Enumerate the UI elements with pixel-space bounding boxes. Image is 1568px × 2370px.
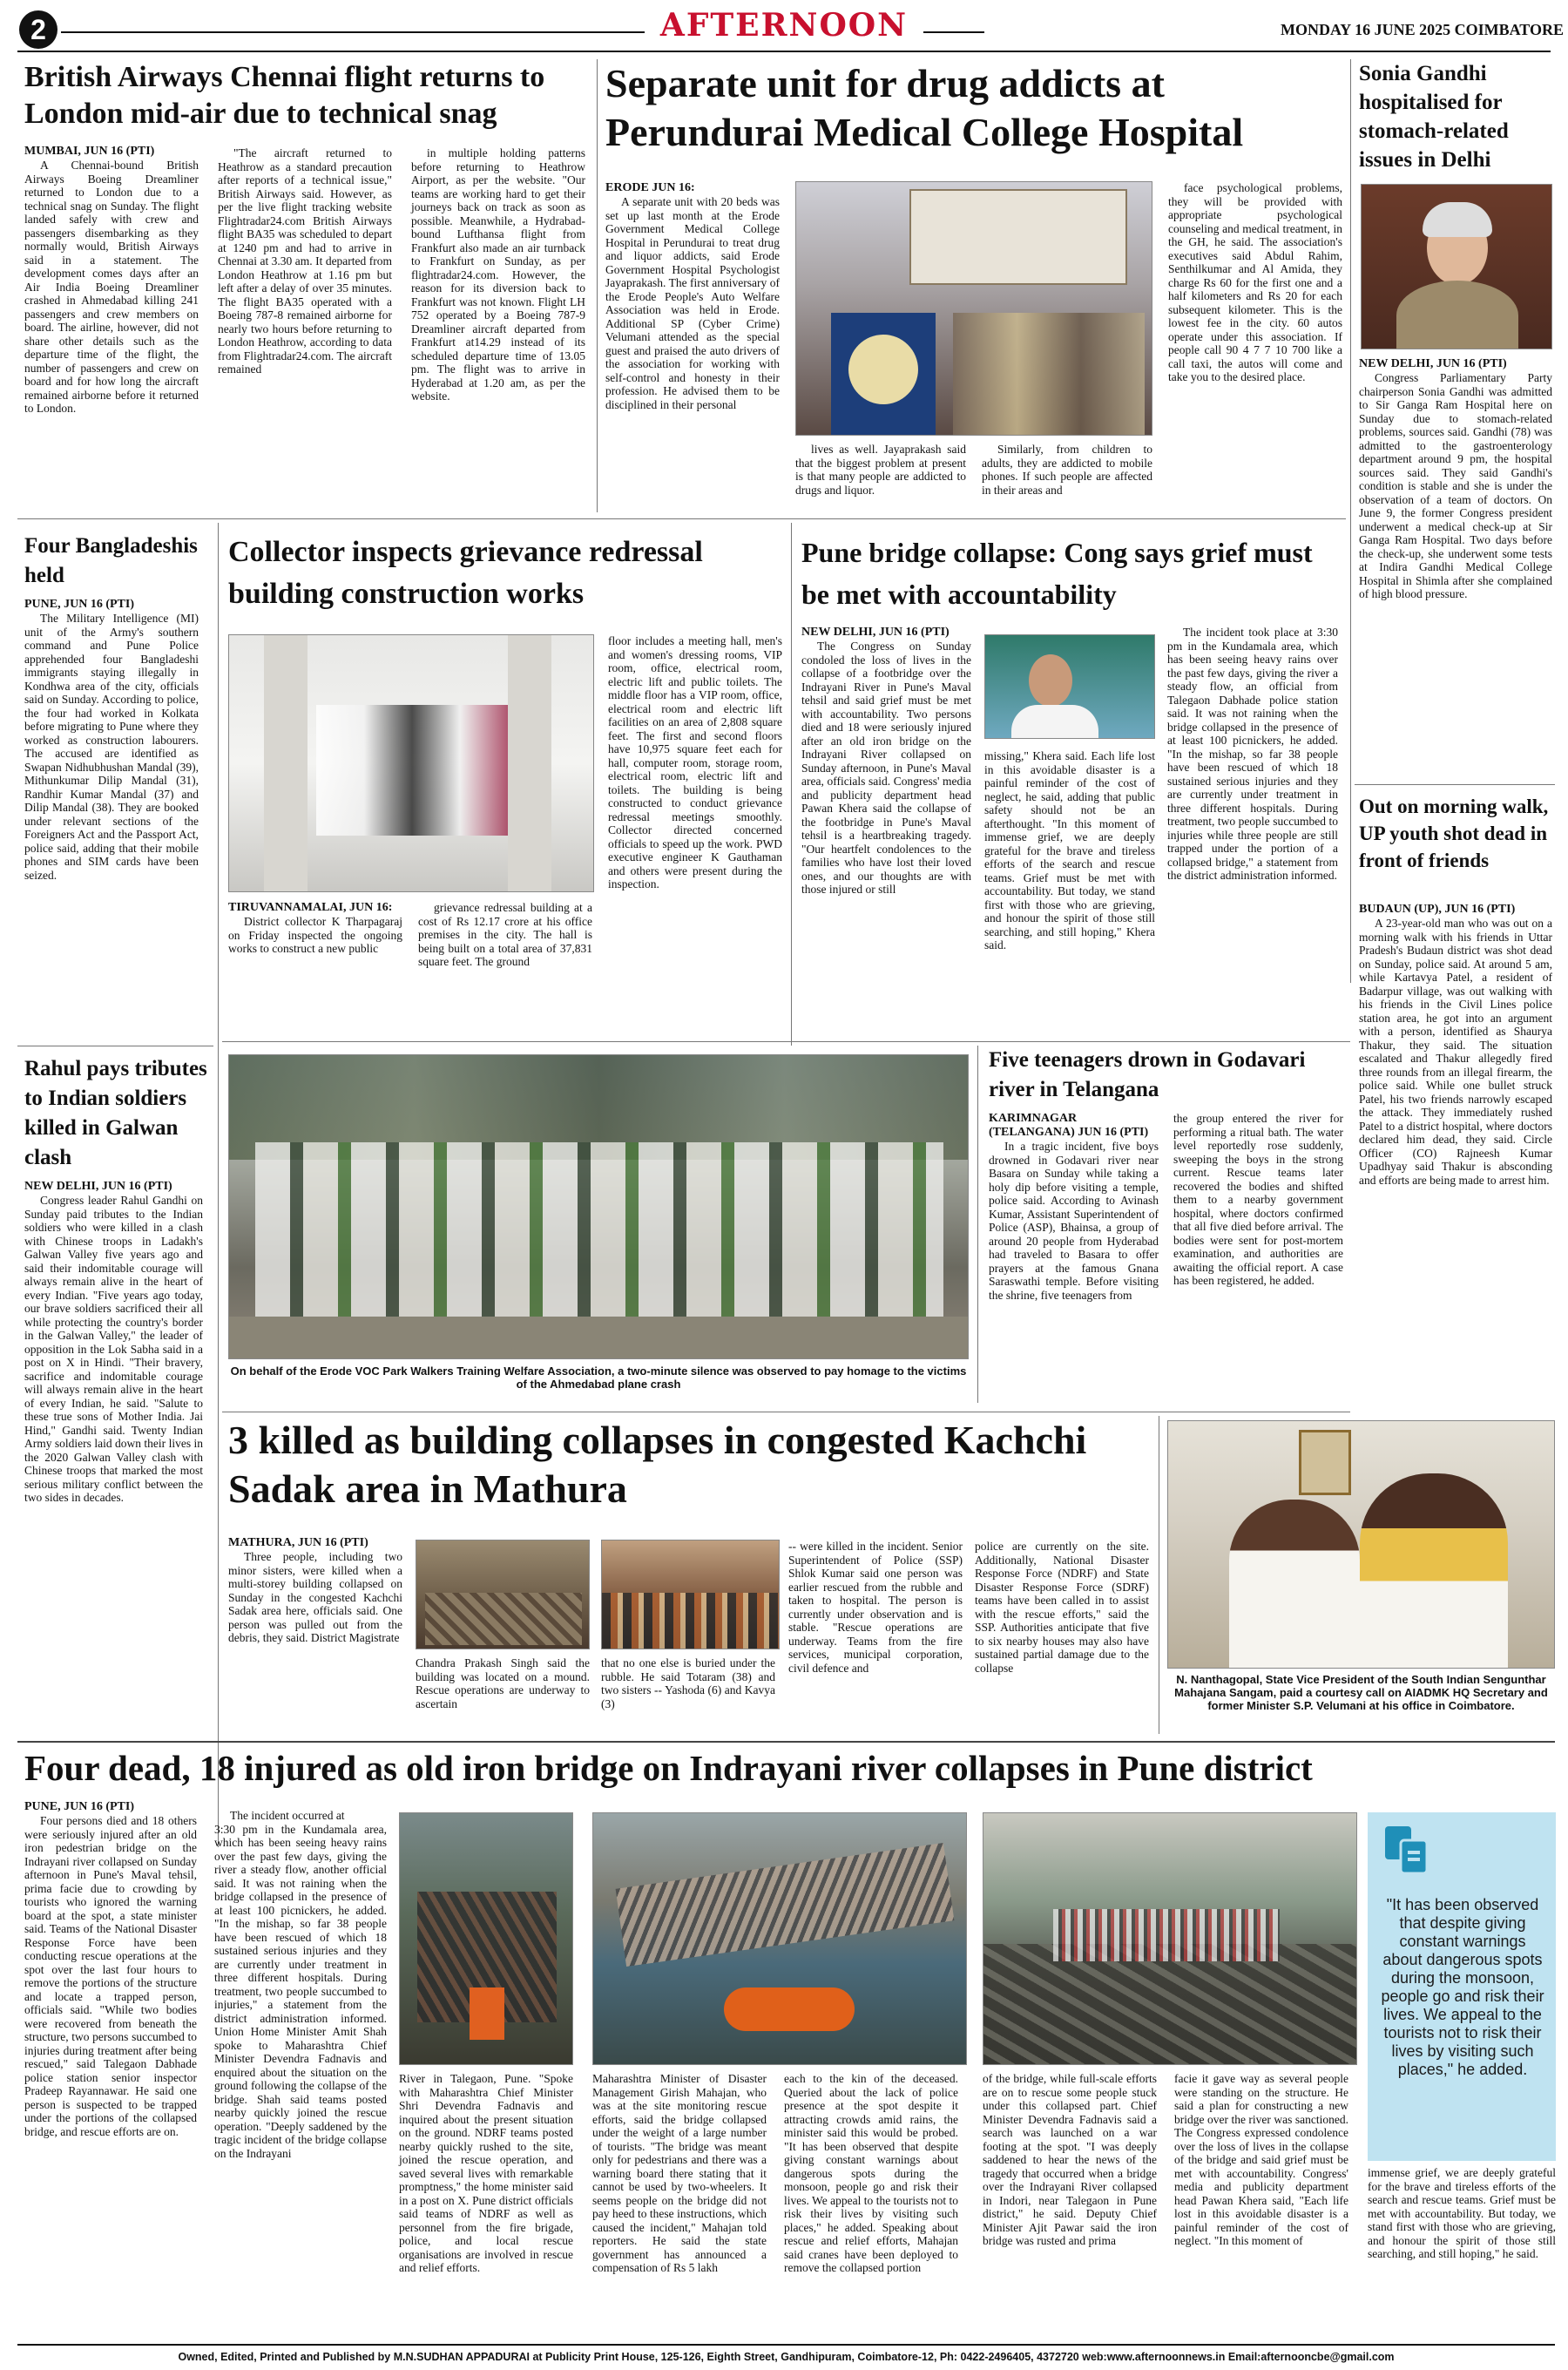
walkers-caption: On behalf of the Erode VOC Park Walkers Training Welfare Association, a two-minute silence was observed to pay homage to the victims of the Ahmedabad plane crash bbox=[230, 1364, 967, 1391]
drug-below2: Similarly, from children to adults, they are addicted to mobile phones. If such people are affected in their areas and bbox=[982, 443, 1152, 497]
divider bbox=[222, 1041, 1350, 1042]
rahul-article bbox=[24, 1054, 207, 1769]
collector-photo bbox=[228, 634, 594, 892]
portrait-frame-shape bbox=[1299, 1430, 1351, 1495]
indrayani-col2: 3:30 pm in the Kundamala area, which has been seeing heavy rains over the past few days, giving the river a steady flow, another official said. It was not raining when the bridge collapsed in the presence of at least 100 picnickers, he added. "In the mishap, so far 38 people have been rescued of which 18 sustained serious injuries and they are currently under treatment in three different hospitals. During treatment, two people succumbed to injuries," a statement from the district administration informed. Union Home Minister Amit Shah spoke to Maharashtra Chief Minister Devendra Fadnavis and enquired about the situation on the ground following the collapse of the bridge. Shah said teams posted nearby quickly joined the rescue operation. "Deeply saddened by the tragic incident of the bridge collapse on the Indrayani bbox=[214, 1822, 387, 2160]
divider bbox=[218, 523, 219, 1847]
sonia-body: Congress Parliamentary Party chairperson Sonia Gandhi was admitted to Sir Ganga Ram Hospital here on Sunday due to stomach-related problems, sources said. Gandhi (78) was admitted to the gastroenterology department around 9 pm, the hospital sources said. They said Gandhi's condition is stable and she is under the observation of a team of doctors. On June 9, the former Congress president underwent a medical check-up at Sir Ganga Ram Hospital. Two days before the check-up, she underwent some tests at Indira Gandhi Medical College Hospital in Shimla after she complained of high blood pressure. bbox=[1359, 371, 1552, 600]
mathura-photo-2 bbox=[601, 1540, 780, 1649]
footer-imprint: Owned, Edited, Printed and Published by M.N.SUDHAN APPADURAI at Publicity Print House, 125-126, Eighth Street, Gandhipuram, Coimbatore-12, Ph: 0422-2496405, 4372720 web:www.afternoonnews.in Email:afternooncbe@gmail.com bbox=[178, 2351, 1395, 2363]
bangla-headline: Four Bangladeshis held bbox=[24, 534, 198, 587]
divider bbox=[597, 59, 598, 512]
bangla-body: The Military Intelligence (MI) unit of the Army's southern command and Pune Police apprehended four Bangladeshi immigrants staying illegally in Kondhwa area of the city, officials said on Sunday. According to police, the four had worked in Kolkata before migrating to Pune where they worked as construction labourers. The accused are identified as Swapan Nidhubhushan Mandal (39), Mithunkumar Dilip Mandal (31), Randhir Kumar Mandal (37) and Dilip Mandal (38). They are booked under relevant sections of the Foreigners Act and the Passport Act, police said, adding that their mobile phones and SIM cards have been seized. bbox=[24, 612, 199, 882]
collapsed-bridge-shape bbox=[616, 1843, 955, 1967]
pune-grief-col1: The Congress on Sunday condoled the loss of lives in the collapse of a footbridge over the Indrayani River in Pune's Maval tehsil and said grief must be met with accountability. Two persons died and 18 were seriously injured after an old iron bridge on the Indrayani River collapsed on Sunday afternoon, in Pune's Maval area, officials said. Congress' media and publicity department head Pawan Khera said the collapse of the footbridge in Pune's Maval tehsil is a heartbreaking tragedy. "Our heartfelt condolences to the families who have lost their loved ones, and our thoughts are with those injured or still bbox=[801, 640, 971, 896]
drug-below1: lives as well. Jayaprakash said that the biggest problem at present is that many people are addicted to drugs and liquor. bbox=[795, 443, 966, 497]
people-row-shape bbox=[255, 1142, 943, 1317]
banner-shape bbox=[909, 189, 1127, 285]
pune-grief-headline: Pune bridge collapse: Cong says grief must be met with accountability bbox=[801, 537, 1313, 610]
collector-headline: Collector inspects grievance redressal building construction works bbox=[228, 536, 703, 610]
page-number: 2 bbox=[30, 14, 46, 45]
drug-headline: Separate unit for drug addicts at Perundurai Medical College Hospital bbox=[605, 61, 1244, 154]
footer-rule bbox=[17, 2344, 1555, 2346]
person-left-shape bbox=[1229, 1500, 1360, 1669]
quote-text: "It has been observed that despite giving constant warnings about dangerous spots during the monsoon, people go and risk their lives. We appeal to the tourists not to risk their lives by visiting such places," he added. bbox=[1381, 1896, 1544, 2078]
mathura-photo-1 bbox=[416, 1540, 590, 1649]
mathura-col3: that no one else is buried under the rubble. He said Totaram (38) and two sisters -- Yashoda (6) and Kavya (3) bbox=[601, 1656, 775, 1710]
person-right-shape bbox=[1360, 1473, 1508, 1669]
mathura-col2: Chandra Prakash Singh said the building was located on a mound. Rescue operations are underway to ascertain bbox=[416, 1656, 590, 1710]
mathura-dateline: MATHURA, JUN 16 (PTI) bbox=[228, 1536, 368, 1549]
crowd-shape bbox=[1053, 1909, 1280, 1961]
badaun-body: A 23-year-old man who was out on a morning walk with his friends in Uttar Pradesh's Budaun district was shot dead on Sunday, police said. At around 5 am, while Kartavya Patel, a resident of Badarpur village, was out walking with his friends in the Civil Lines police station area, he got into an argument with a person, identified as Shaurya Thakur, they said. The situation escalated and Thakur allegedly fired three rounds from an illegal firearm, the police said. While one bullet struck Patel, his two friends narrowly escaped the attack. They immediately rushed Patel to a district hospital, where doctors declared him dead, they said. Circle Officer (CO) Rajneesh Kumar Upadhyay said Thakur is absconding and efforts are being made to arrest him. bbox=[1359, 917, 1552, 1187]
drug-article bbox=[605, 59, 1346, 512]
drug-event-photo bbox=[795, 181, 1152, 436]
mathura-col5: police are currently on the site. Additionally, National Disaster Response Force (NDRF) and State Disaster Response Force (SDRF) teams have been called in to assist with the rescue efforts," said the SSP. Authorities anticipate that five to six nearby houses may also have sustained partial damage due to the collapse bbox=[975, 1540, 1149, 1675]
mathura-col1: Three people, including two minor sisters, were killed when a multi-storey building collapsed on Sunday in the congested Kachchi Sadak area here, officials said. One person was pulled out from the debris, they said. District Magistrate bbox=[228, 1550, 402, 1644]
divider bbox=[17, 518, 1346, 519]
drug-col1: A separate unit with 20 beds was set up last month at the Erode Government Medical College Hospital in Perundurai to treat drug and liquor addicts, said Erode Government Hospital Psychologist Jayaprakash. The first anniversary of the Erode People's Auto Welfare Association was held in Erode. Additional SP (Cyber Crime) Velumani attended as the special guest and praised the auto drivers of the association for working with self-control and honesty in their profession. He advised them to be disciplined in their personal bbox=[605, 195, 780, 411]
walkers-photo bbox=[228, 1054, 969, 1359]
sonia-headline: Sonia Gandhi hospitalised for stomach-related issues in Delhi bbox=[1359, 62, 1509, 172]
collector-article bbox=[228, 532, 786, 993]
mathura-col4: -- were killed in the incident. Senior Superintendent of Police (SSP) Shlok Kumar said one person was earlier rescued from the rubble and taken to hospital. The person is currently under observation and is stable. "Rescue operations are underway. Teams from the fire services, municipal corporation, civil defence and bbox=[788, 1540, 963, 1675]
badaun-article bbox=[1359, 793, 1555, 1403]
pune-grief-dateline: NEW DELHI, JUN 16 (PTI) bbox=[801, 626, 950, 639]
divider bbox=[977, 1046, 978, 1403]
rahul-body: Congress leader Rahul Gandhi on Sunday paid tributes to the Indian soldiers who were killed in a clash with Chinese troops in Ladakh's Galwan Valley five years ago and said their indomitable courage will always remain alive in the heart of every Indian. "Five years ago today, our brave soldiers sacrificed their all while protecting the country's border in the Galwan Valley," the leader of opposition in the Lok Sabha said in a post on X in Hindi. "Their bravery, sacrifice and indomitable courage will always remain alive in the heart of every Indian, he said. "Salute to these true sons of Mother India. Jai Hind," Gandhi said. Twenty Indian Army soldiers laid down their lives in the 2020 Galwan Valley clash with Chinese troops that marked the most serious military conflict between the two sides in decades. bbox=[24, 1194, 203, 1504]
rescuer-shape bbox=[470, 1987, 504, 2040]
collector-col2: grievance redressal building at a cost of Rs 12.17 crore at his office premises in the city. The hall is being built on a total area of 37,831 square feet. The ground bbox=[418, 901, 592, 968]
shirt-shape bbox=[1011, 705, 1098, 739]
masthead-date: MONDAY 16 JUNE 2025 COIMBATORE bbox=[1280, 21, 1564, 38]
indrayani-col6: of the bridge, while full-scale efforts are on to rescue some people stuck under this collapsed part. Chief Minister Devendra Fadnavis said a search was launched on a war footing at the spot. "I was deeply saddened to hear the news of the tragedy that occurred when a bridge over the Indrayani River collapsed in Indori, near Talegaon in Pune district," he said. Deputy Chief Minister Ajit Pawar said the iron bridge was rusted and prima bbox=[983, 2072, 1157, 2247]
pune-grief-article bbox=[801, 532, 1346, 993]
indrayani-dateline: PUNE, JUN 16 (PTI) bbox=[24, 1800, 134, 1813]
collector-col3: floor includes a meeting hall, men's and women's dressing rooms, VIP room, office, electrical room, electric lift and public toilets. The middle floor has a VIP room, office, electrical room and electric lift facilities on an area of 2,808 square feet. The first and second floors have 10,975 square feet each for hall, computer room, storage room, electrical room, electric lift and toilets. The building is being constructed to conduct grievance redressal meetings smoothly. Collector directed concerned officials to speed up the work. PWD executive engineer K Gauthaman and others were present during the inspection. bbox=[608, 634, 782, 890]
british-col3: in multiple holding patterns before returning to Heathrow Airport, as per the website. "Our teams are working hard to get their journeys back on track as soon as possible. Meanwhile, a Hydrabad-bound Lufthansa flight from Frankfurt also made an air turnback to Frankfurt on Sunday, as per flightradar24.com. However, the reason for its diversion back to Frankfurt was not known. Flight LH 752 operated by a Boeing 787-9 Dreamliner aircraft departed from Frankfurt at14.29 instead of its scheduled departure time of 13.05 pm. The flight was to arrive in Hyderabad at 1.20 am, as per the website. bbox=[411, 146, 585, 403]
british-col1: A Chennai-bound British Airways Boeing Dreamliner returned to London due to a technical snag on Sunday. The flight landed safely with crew and passengers disembarking as they normally would, British Airways said in a statement. The development comes days after an Air India Boeing Dreamliner crashed in Ahmedabad killing 241 passengers and crew members on board. The airline, however, did not share other details such as the departure time of the flight, the number of passengers and crew on board and for how long the aircraft remained airborne before it returned to London. bbox=[24, 159, 199, 415]
indrayani-col4: Maharashtra Minister of Disaster Management Girish Mahajan, who was at the site monitoring rescue efforts, said the bridge collapsed under the weight of a large number of tourists. "The bridge was meant only for pedestrians and there was a warning board there stating that it cannot be used by two-wheelers. It seems people on the bridge did not pay heed to these instructions, which caused the incident," Mahajan told reporters. He said the state government has announced a compensation of Rs 5 lakh bbox=[592, 2072, 767, 2274]
badaun-headline: Out on morning walk, UP youth shot dead in front of friends bbox=[1359, 796, 1549, 871]
rahul-headline: Rahul pays tributes to Indian soldiers killed in Galwan clash bbox=[24, 1057, 207, 1169]
nanthagopal-caption: N. Nanthagopal, State Vice President of the South Indian Sengunthar Mahajana Sangam, paid a courtesy call on AIADMK HQ Secretary and former Minister S.P. Velumani at his office in Coimbatore. bbox=[1174, 1673, 1548, 1712]
godavari-col2: the group entered the river for performing a ritual bath. The water level reportedly rose suddenly, sweeping the boys in the strong current. Rescue teams later recovered the bodies and shifted them to a nearby government hospital, where doctors confirmed that all five died before arrival. The bodies were sent for post-mortem examination, and authorities are awaiting the official report. A case has been registered, he added. bbox=[1173, 1112, 1343, 1287]
indrayani-article bbox=[24, 1746, 1558, 2339]
collector-dateline: TIRUVANNAMALAI, JUN 16: bbox=[228, 901, 393, 914]
rahul-dateline: NEW DELHI, JUN 16 (PTI) bbox=[24, 1180, 172, 1193]
godavari-dateline: KARIMNAGAR (TELANGANA) JUN 16 (PTI) bbox=[989, 1112, 1149, 1139]
bangla-article bbox=[24, 532, 207, 1002]
masthead-rule-right bbox=[923, 31, 984, 33]
godavari-article bbox=[989, 1046, 1346, 1412]
pillar-shape bbox=[508, 635, 551, 892]
british-article bbox=[24, 59, 592, 512]
nanthagopal-photo bbox=[1167, 1420, 1555, 1669]
british-col2: "The aircraft returned to Heathrow as a standard precaution after reports of a technical issue," British Airways said. However, as per the live flight tracking website Flightradar24.com British Airways flight BA35 was scheduled to depart at 1240 pm and had to arrive in Chennai at 3.30 am. It departed from London Heathrow at 1.16 pm but left after a delay of over 35 minutes. The flight BA35 operated with a Boeing 787-8 remained airborne for nearly two hours before returning to London Heathrow, according to data from Flightradar24.com. The aircraft remained bbox=[218, 146, 392, 376]
drug-col4: face psychological problems, they will be provided with appropriate psychological counseling and medical treatment, in the GH, he said. The association's executives said Abdul Rahim, Senthilkumar and Al Amida, they charge Rs 60 for the first one and a half kilometers and Rs 20 for each subsequent kilometer. This is the lowest fee in the city. 60 autos operate under this association. If people call 90 4 7 7 10 700 like a call taxi, the autos will come and take you to the desired place. bbox=[1168, 181, 1342, 383]
indrayani-col7: facie it gave way as several people were standing on the structure. He said a plan for constructing a new bridge over the river was sanctioned. The Congress expressed condolence over the loss of lives in the collapse of the bridge and said grief must be met with accountability. Congress' media and publicity department head Pawan Khera said, "Each life lost in this avoidable disaster is a painful reminder of the cost of neglect. "In this moment of bbox=[1174, 2072, 1348, 2247]
crowd-shape bbox=[602, 1593, 780, 1649]
quote-icon bbox=[1383, 1825, 1430, 1877]
divider bbox=[17, 1741, 1555, 1743]
khera-photo bbox=[984, 634, 1155, 739]
godavari-headline: Five teenagers drown in Godavari river in Telangana bbox=[989, 1048, 1306, 1101]
rubble-shape bbox=[425, 1593, 582, 1645]
mathura-headline: 3 killed as building collapses in congested Kachchi Sadak area in Mathura bbox=[228, 1418, 1087, 1511]
british-headline: British Airways Chennai flight returns to London mid-air due to technical snag bbox=[24, 61, 545, 130]
british-dateline: MUMBAI, JUN 16 (PTI) bbox=[24, 145, 155, 158]
sonia-photo bbox=[1361, 184, 1552, 349]
indrayani-col8: immense grief, we are deeply grateful for the brave and tireless efforts of the search and rescue teams. Grief must be met with accountability. But today, we stand first with those who are grieving, and honour the spirit of those still searching, and still hoping," he said. bbox=[1368, 2166, 1556, 2260]
ground-shape bbox=[229, 1317, 969, 1359]
masthead bbox=[0, 0, 1568, 52]
masthead-bottom-rule bbox=[17, 51, 1551, 52]
pune-grief-col2: missing," Khera said. Each life lost in this avoidable disaster is a painful reminder of the cost of neglect, he said, adding that public safety should not be an afterthought. "In this moment of immense grief, we are deeply grateful for the brave and tireless efforts of the search and rescue teams. Grief must be met with accountability. But today, we stand first with those who are grieving, and honour the spirit of those still searching, and still hoping," Khera said. bbox=[984, 749, 1155, 951]
godavari-col1: In a tragic incident, five boys drowned in Godavari river near Basara on Sunday while taking a holy dip before visiting a temple, police said. According to Avinash Kumar, Assistant Superintendent of Police (ASP), Bhainsa, a group of around 20 people from Hyderabad had traveled to Basara to offer prayers at the famous Gnana Saraswathi temple. Before visiting the shrine, five teenagers from bbox=[989, 1140, 1159, 1302]
nanthagopal-block bbox=[1167, 1420, 1555, 1738]
sonia-dateline: NEW DELHI, JUN 16 (PTI) bbox=[1359, 357, 1507, 370]
bridge-photo-1 bbox=[399, 1812, 573, 2065]
divider bbox=[1350, 59, 1351, 983]
bridge-photo-3 bbox=[983, 1812, 1357, 2065]
quote-box bbox=[1368, 1812, 1556, 2161]
indrayani-col1: Four persons died and 18 others were seriously injured after an old iron pedestrian bridge on the Indrayani river collapsed on Sunday afternoon in Pune's Maval tehsil, prima facie due to crowding by tourists who ignored the warning board at the spot, a state minister said. Teams of the National Disaster Response Force have been conducting rescue operations at the spot over the last four hours to remove the portions of the structure and locate a trapped person, officials said. "While two bodies were recovered from beneath the structure, two persons succumbed to injuries during treatment after being rescued," said Talegaon Dabhade police station senior inspector Pradeep Rayannawar. He said one person is suspected to be trapped under the portions of the collapsed bridge, and rescue efforts are on. bbox=[24, 1814, 197, 2138]
walkers-block bbox=[228, 1054, 969, 1403]
logo-shape bbox=[848, 335, 918, 404]
drug-dateline: ERODE JUN 16: bbox=[605, 181, 695, 194]
divider bbox=[791, 523, 792, 1046]
divider bbox=[1355, 784, 1555, 785]
indrayani-col2-lead: The incident occurred at bbox=[230, 1809, 345, 1822]
masthead-rule-left bbox=[61, 31, 645, 33]
indrayani-col3: River in Talegaon, Pune. "Spoke with Maharashtra Chief Minister Shri Devendra Fadnavis and inquired about the present situation on the ground. NDRF teams posted nearby quickly rushed to the site, joined the rescue operation, and saved several lives with remarkable promptness," the home minister said in a post on X. Pune district officials said teams of NDRF as well as personnel from the fire brigade, police, and local rescue organisations are involved in rescue and relief efforts. bbox=[399, 2072, 573, 2274]
rocks-shape bbox=[983, 1944, 1357, 2065]
mathura-article bbox=[228, 1416, 1152, 1738]
pillar-shape bbox=[264, 635, 308, 892]
people-shape bbox=[316, 705, 508, 836]
sari-shape bbox=[1396, 281, 1518, 349]
face-shape bbox=[1029, 654, 1072, 707]
collector-col1: District collector K Tharpagaraj on Friday inspected the ongoing works to construct a new public bbox=[228, 915, 402, 955]
people-shape bbox=[953, 313, 1145, 435]
sonia-article bbox=[1359, 59, 1555, 600]
masthead-title: AFTERNOON bbox=[659, 7, 909, 44]
badaun-dateline: BUDAUN (UP), JUN 16 (PTI) bbox=[1359, 903, 1516, 916]
boat-shape bbox=[724, 1987, 855, 2031]
bangla-dateline: PUNE, JUN 16 (PTI) bbox=[24, 598, 134, 611]
indrayani-col5: each to the kin of the deceased. Queried about the lack of police presence at the spot despite it attracting crowds amid rains, the minister said this would be probed. "It has been observed that despite giving constant warnings about dangerous spots during the monsoon, people go and risk their lives. We appeal to the tourists not to risk their lives by visiting such places," he added. Speaking about rescue and relief efforts, Mahajan said cranes have been deployed to remove the collapsed portion bbox=[784, 2072, 958, 2274]
hair-shape bbox=[1423, 202, 1492, 237]
bridge-photo-2 bbox=[592, 1812, 967, 2065]
indrayani-headline: Four dead, 18 injured as old iron bridge on Indrayani river collapses in Pune district bbox=[24, 1748, 1313, 1788]
pune-grief-col3: The incident took place at 3:30 pm in the Kundamala area, which has been seeing heavy rains over the past few days, giving the river a steady flow, an official from Talegaon Dabhade police station said. It was not raining when the bridge collapsed in the presence of at least 100 picnickers, he added. "In the mishap, so far 38 people have been rescued of which 18 sustained serious injuries and they are currently under treatment in three different hospitals. During treatment, two people succumbed to injuries while three people are still trapped under the portion of a collapsed bridge," a statement from the district administration informed. bbox=[1167, 626, 1338, 882]
